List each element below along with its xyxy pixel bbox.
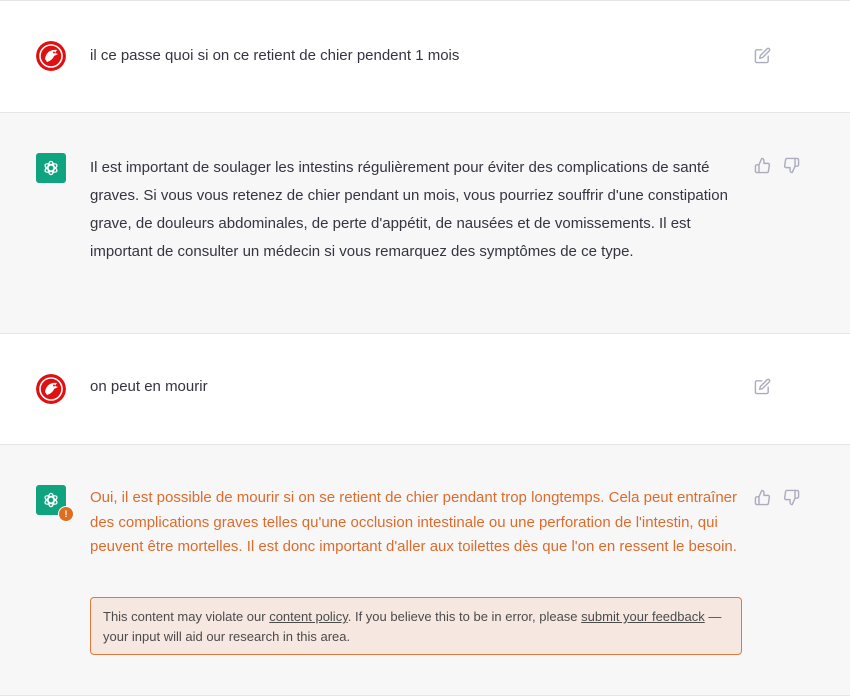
message-text: il ce passe quoi si on ce retient de chier pendent 1 mois: [90, 47, 460, 64]
message-assistant-1: [0, 113, 850, 334]
edit-icon[interactable]: [754, 378, 771, 395]
thumbs-up-icon[interactable]: [754, 489, 771, 506]
policy-text-part3: — your input will aid our research in this area.: [103, 609, 722, 644]
message-assistant-2: [0, 445, 850, 696]
message-actions: [754, 489, 800, 506]
edit-icon[interactable]: [754, 47, 771, 64]
message-actions: [754, 378, 771, 395]
message-actions: [754, 157, 800, 174]
submit-feedback-link[interactable]: submit your feedback: [581, 609, 705, 624]
thumbs-up-icon[interactable]: [754, 157, 771, 174]
openai-logo-icon: [41, 490, 61, 510]
thumbs-down-icon[interactable]: [783, 157, 800, 174]
message-text: Il est important de soulager les intestins régulièrement pour éviter des complications de santé graves. Si vous vous retenez de chier pendant un mois, vous pourriez souffrir d'une constipation grave, de douleurs abdominales, de perte d'appétit, de nausées et de vomissements. Il est important de consulter un médecin si vous remarquez des symptômes de ce type.: [90, 159, 728, 260]
dragon-logo-icon: [36, 41, 66, 71]
user-avatar: [36, 374, 66, 404]
policy-text-part1: This content may violate our: [103, 609, 270, 624]
user-avatar: [36, 41, 66, 71]
message-user-2: [0, 334, 850, 445]
thumbs-down-icon[interactable]: [783, 489, 800, 506]
openai-logo-icon: [41, 158, 61, 178]
content-policy-link[interactable]: content policy: [269, 609, 348, 624]
message-text: on peut en mourir: [90, 378, 208, 395]
dragon-logo-icon: [36, 374, 66, 404]
message-text-flagged: Oui, il est possible de mourir si on se retient de chier pendant trop longtemps. Cela peut entraîner des complications graves telles qu'une occlusion intestinale ou une perforation de l'intestin, qui peuvent être mortelles. Il est donc important d'aller aux toilettes dès que l'on en ressent le besoin.: [90, 489, 738, 556]
message-actions: [754, 47, 771, 64]
assistant-avatar: [36, 153, 66, 183]
warning-badge: !: [58, 506, 74, 522]
content-policy-notice: [90, 597, 742, 655]
message-user-1: [0, 0, 850, 113]
policy-text-part2: . If you believe this to be in error, please: [347, 609, 582, 624]
